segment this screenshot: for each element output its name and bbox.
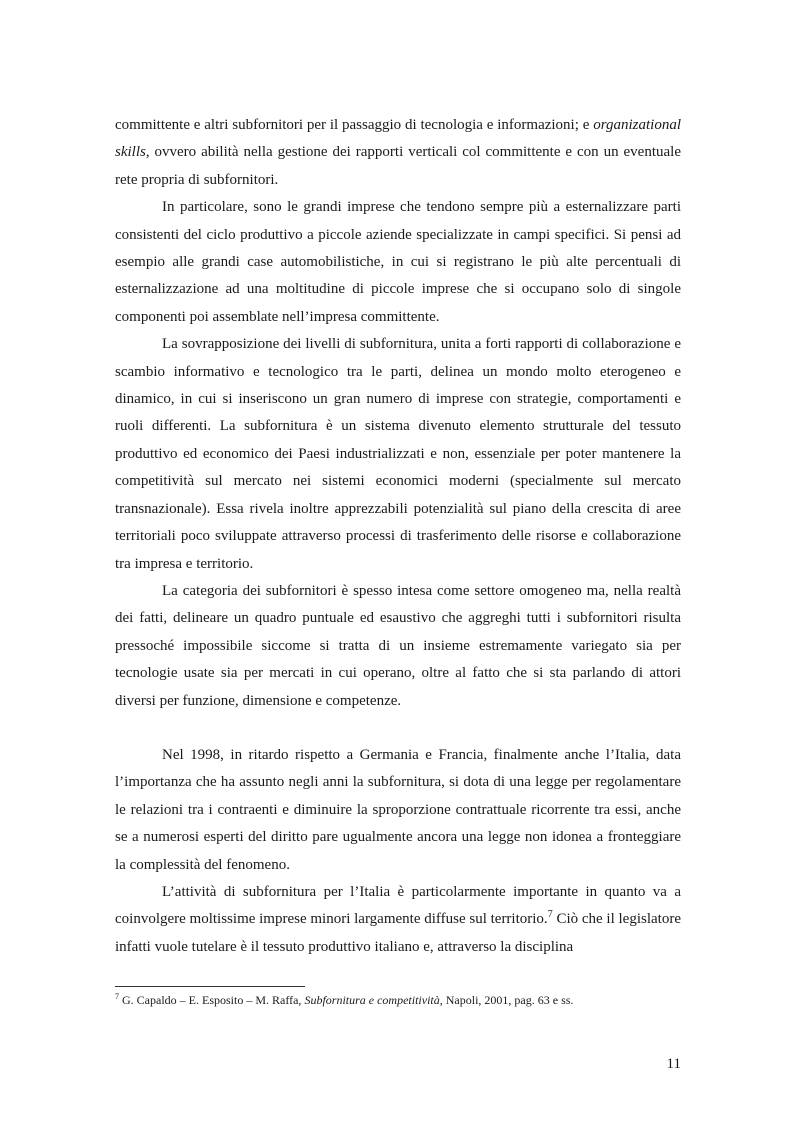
italic-term: organizational skills <box>115 117 681 161</box>
footnote-title: Subfornitura e competitività <box>304 993 440 1007</box>
paragraph-gap <box>115 715 681 742</box>
paragraph-6: L’attività di subfornitura per l’Italia è particolarmente importante in quanto va a coinvolgere moltissime imprese minori largamente diffuse sul territorio.$^7$ Ciò che il legislatore infatti vuole tutelare è il tessuto produttivo italiano e, attraverso la disciplina <box>115 883 681 955</box>
paragraph-4: La categoria dei subfornitori è spesso intesa come settore omogeneo ma, nella realtà dei fatti, delineare un quadro puntuale ed esaustivo che aggreghi tutti i subfornitori risulta pressoché impossibile siccome si tratta di un insieme estremamente variegato sia per tecnologie usate sia per mercati in cui operano, oltre al fatto che si sta parlando di attori diversi per funzione, dimensione e competenze. <box>115 582 681 709</box>
footnote-reference[interactable]: 7 <box>547 909 553 921</box>
paragraph-1: committente e altri subfornitori per il passaggio di tecnologia e informazioni; e organizational skills, ovvero abilità nella gestione dei rapporti verticali col committente e con un eventuale rete propria di subfornitori. <box>115 117 681 188</box>
page-number: 11 <box>666 1056 681 1072</box>
paragraph-3: La sovrapposizione dei livelli di subfornitura, unita a forti rapporti di collaborazione e scambio informativo e tecnologico tra le parti, delinea un mondo molto eterogeneo e dinamico, in cui si inseriscono un gran numero di imprese con strategie, comportamenti e ruoli differenti. La subfornitura è un sistema divenuto elemento strutturale del tessuto produttivo ed economico dei Paesi industrializzati e non, essenziale per poter mantenere la competitività sul mercato nei sistemi economici moderni (specialmente sul mercato transnazionale). Essa rivela inoltre apprezzabili potenzialità sul piano della crescita di aree territoriali poco sviluppate attraverso processi di trasferimento delle risorse e collaborazione tra impresa e territorio. <box>115 336 681 572</box>
body-text <box>115 112 681 961</box>
footnote: $^7$ G. Capaldo – E. Esposito – M. Raffa, Subfornitura e competitività, Napoli, 2001, pag. 63 e ss. <box>115 992 574 1007</box>
paragraph-2: In particolare, sono le grandi imprese che tendono sempre più a esternalizzare parti consistenti del ciclo produttivo a piccole aziende specializzate in campi specifici. Si pensi ad esempio alle grandi case automobilistiche, in cui si registrano le più alte percentuali di esternalizzazione ad una moltitudine di piccole imprese che si occupano solo di singole componenti poi assemblate nell’impresa committente. <box>115 199 681 325</box>
paragraph-5: Nel 1998, in ritardo rispetto a Germania e Francia, finalmente anche l’Italia, data l’importanza che ha assunto negli anni la subfornitura, si dota di una legge per regolamentare le relazioni tra i contraenti e diminuire la sproporzione contrattuale ricorrente tra essi, anche se a numerosi esperti del diritto pare ugualmente ancora una legge non idonea a fronteggiare la complessità del fenomeno. <box>115 746 681 873</box>
footnote-mark: 7 <box>115 992 119 1001</box>
footnote-separator <box>115 986 305 987</box>
